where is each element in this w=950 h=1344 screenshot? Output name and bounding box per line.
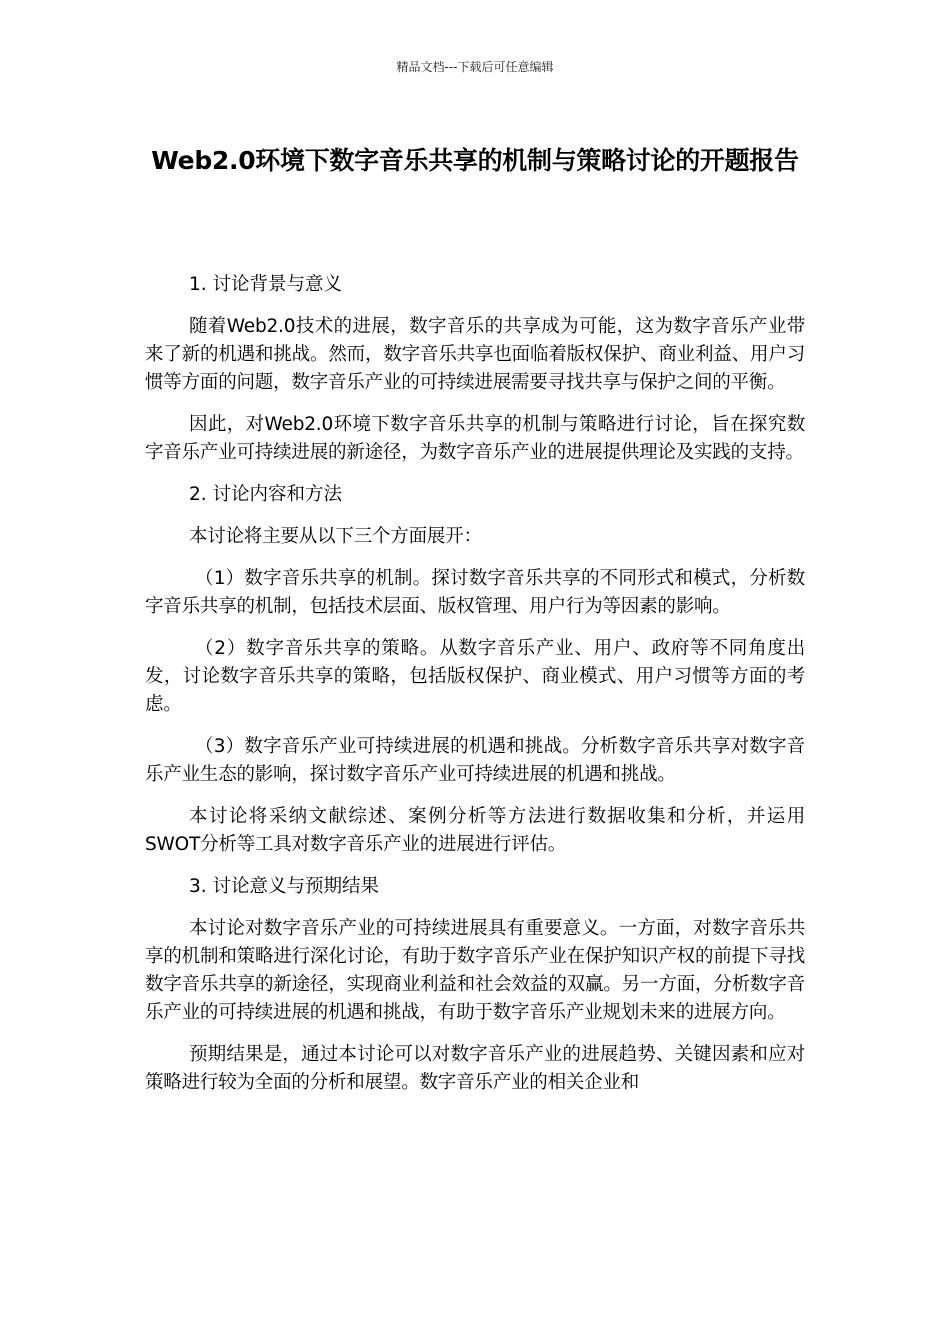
section-heading-significance: 3. 讨论意义与预期结果 (189, 876, 380, 897)
list-item: （1）数字音乐共享的机制。探讨数字音乐共享的不同形式和模式，分析数字音乐共享的机制，包括技术层面、版权管理、用户行为等因素的影响。 (145, 568, 805, 617)
page-header: 精品文档---下载后可任意编辑 (396, 60, 554, 74)
paragraph: 随着Web2.0技术的进展，数字音乐的共享成为可能，这为数字音乐产业带来了新的机遇和挑战。然而，数字音乐共享也面临着版权保护、商业利益、用户习惯等方面的问题，数字音乐产业的可持续进展需要寻找共享与保护之间的平衡。 (145, 316, 805, 393)
paragraph: 本讨论对数字音乐产业的可持续进展具有重要意义。一方面，对数字音乐共享的机制和策略进行深化讨论，有助于数字音乐产业在保护知识产权的前提下寻找数字音乐共享的新途径，实现商业利益和社会效益的双赢。另一方面，分析数字音乐产业的可持续进展的机遇和挑战，有助于数字音乐产业规划未来的进展方向。 (145, 918, 805, 1023)
document-body (145, 271, 805, 1111)
paragraph: 因此，对Web2.0环境下数字音乐共享的机制与策略进行讨论，旨在探究数字音乐产业可持续进展的新途径，为数字音乐产业的进展提供理论及实践的支持。 (145, 414, 805, 463)
list-item: （2）数字音乐共享的策略。从数字音乐产业、用户、政府等不同角度出发，讨论数字音乐共享的策略，包括版权保护、商业模式、用户习惯等方面的考虑。 (145, 638, 805, 715)
paragraph: 本讨论将主要从以下三个方面展开： (189, 526, 482, 547)
section-heading-content-methods: 2. 讨论内容和方法 (189, 484, 343, 505)
paragraph: 预期结果是，通过本讨论可以对数字音乐产业的进展趋势、关键因素和应对策略进行较为全面的分析和展望。数字音乐产业的相关企业和 (145, 1044, 805, 1093)
list-item: （3）数字音乐产业可持续进展的机遇和挑战。分析数字音乐共享对数字音乐产业生态的影响，探讨数字音乐产业可持续进展的机遇和挑战。 (145, 736, 805, 785)
document-title: Web2.0环境下数字音乐共享的机制与策略讨论的开题报告 (151, 146, 799, 175)
section-heading-background: 1. 讨论背景与意义 (189, 274, 343, 295)
paragraph: 本讨论将采纳文献综述、案例分析等方法进行数据收集和分析，并运用SWOT分析等工具对数字音乐产业的进展进行评估。 (145, 806, 805, 855)
